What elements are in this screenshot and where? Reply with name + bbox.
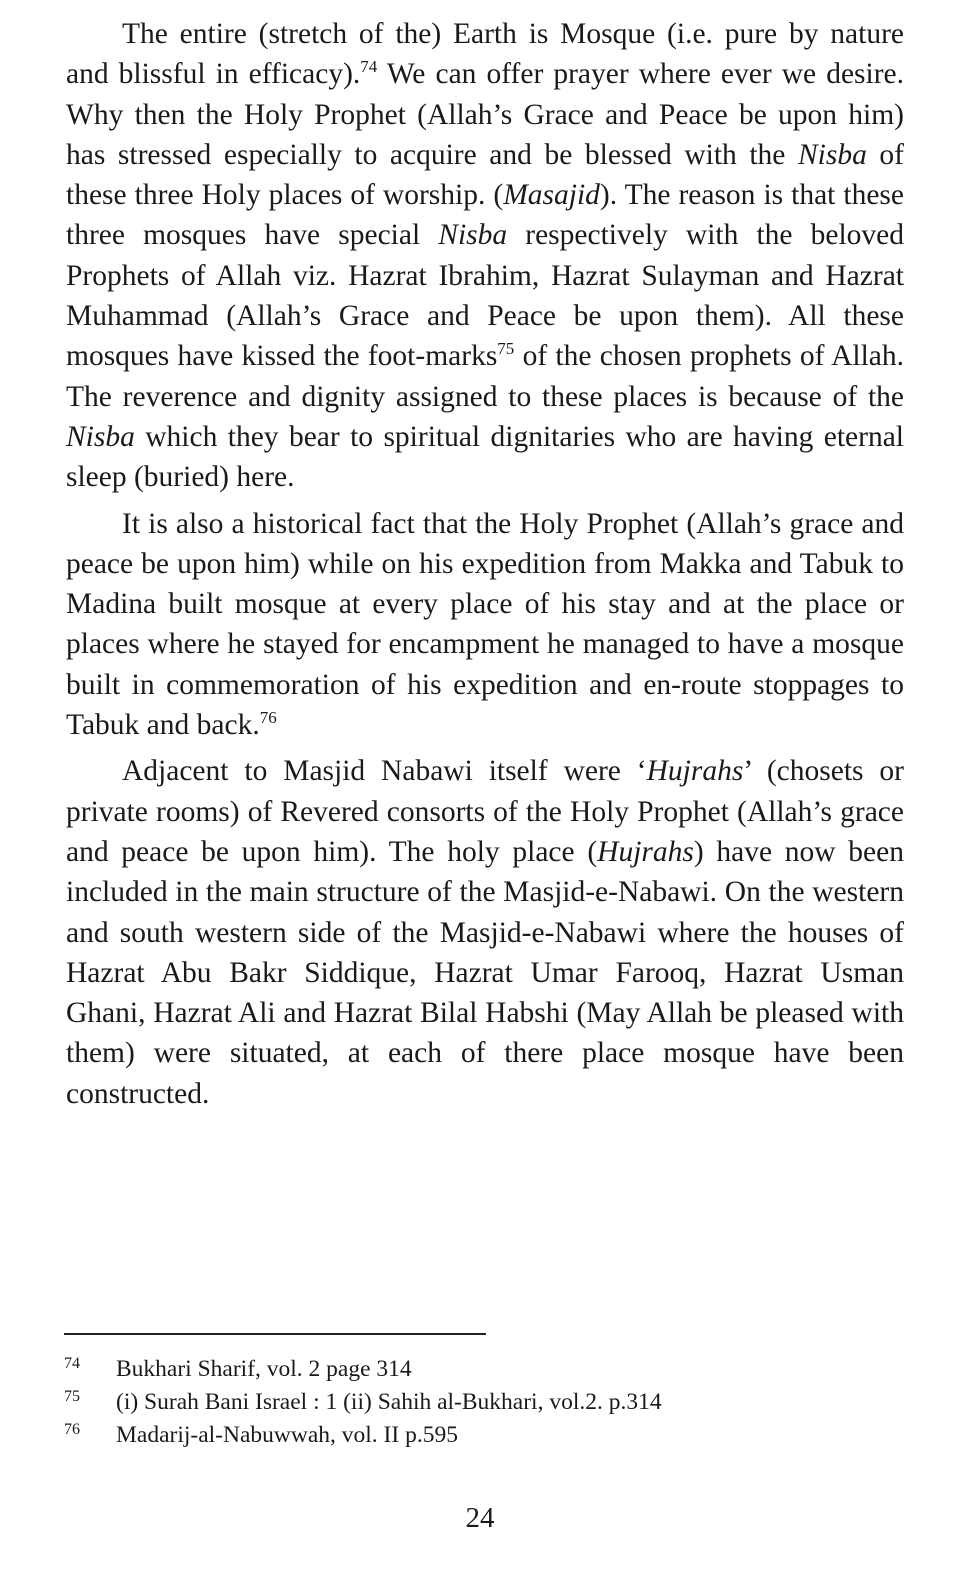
footnote [64,1387,844,1420]
paragraph [66,14,904,498]
footnote-number: 76 [64,1421,80,1438]
footnote-number: 75 [64,1388,80,1405]
italic-term: Nisba [438,219,508,252]
text-run: ) have now been included in the main structure of the Masjid-e-Nabawi. On the western and south western side of the Masjid-e-Nabawi where the houses of Hazrat Abu Bakr Siddique, Hazrat Umar Farooq, Hazrat Usman Ghani, Hazrat Ali and Hazrat Bilal Habshi (May Allah be pleased with them) were situated, at each of there place mosque have been constructed. [66,835,904,1110]
footnote-text: (i) Surah Bani Israel : 1 (ii) Sahih al-Bukhari, vol.2. p.314 [116,1389,662,1415]
footnote [64,1354,844,1387]
text-run: The entire (stretch of the) Earth is Mosque (i.e. pure by nature and blissful in efficacy). [66,18,904,91]
footnote-number: 74 [64,1355,80,1372]
main-text [66,14,904,1114]
text-run: We can offer prayer where ever we desire. Why then the Holy Prophet (Allah’s Grace and Peace be upon him) has stressed especially to acquire and be blessed with the [66,58,905,171]
footnote [64,1420,844,1453]
text-run: which they bear to spiritual dignitaries who are having eternal sleep (buried) here. [66,420,904,494]
text-run: of the chosen prophets of Allah. The reverence and dignity assigned to these places is because of the [66,340,904,413]
italic-term: Nisba [797,138,867,171]
text-run: respectively with the beloved Prophets of Allah viz. Hazrat Ibrahim, Hazrat Sulayman and Hazrat Muhammad (Allah’s Grace and Peace be upon them). All these mosques have kissed the foot-marks [66,219,905,373]
footnote-reference: 75 [497,339,515,359]
italic-term: Hujrahs [646,755,744,788]
italic-term: Masajid [503,179,600,212]
text-run: Adjacent to Masjid Nabawi itself were ‘ [122,755,647,788]
text-run: ). The reason is that these three mosques have special [66,179,904,252]
footnotes [64,1354,844,1453]
footnote-reference: 74 [360,57,378,77]
italic-term: Hujrahs [597,835,694,868]
italic-term: Nisba [66,420,135,453]
footnote-text: Bukhari Sharif, vol. 2 page 314 [116,1356,412,1382]
text-run: ’ (chosets or private rooms) of Revered consorts of the Holy Prophet (Allah’s grace and peace be upon him). The holy place ( [66,755,904,868]
text-run: of these three Holy places of worship. ( [66,138,904,212]
footnote-reference: 76 [259,708,277,728]
text-run: It is also a historical fact that the Holy Prophet (Allah’s grace and peace be upon him) while on his expedition from Makka and Tabuk to Madina built mosque at every place of his stay and at the place or places where he stayed for encampment he managed to have a mosque built in commemoration of his expedition and en-route stoppages to Tabuk and back. [66,507,904,742]
footnote-divider [64,1333,486,1335]
paragraph [66,504,904,746]
footnote-text: Madarij-al-Nabuwwah, vol. II p.595 [116,1422,458,1448]
paragraph [66,751,904,1114]
page-number: 24 [465,1502,495,1534]
